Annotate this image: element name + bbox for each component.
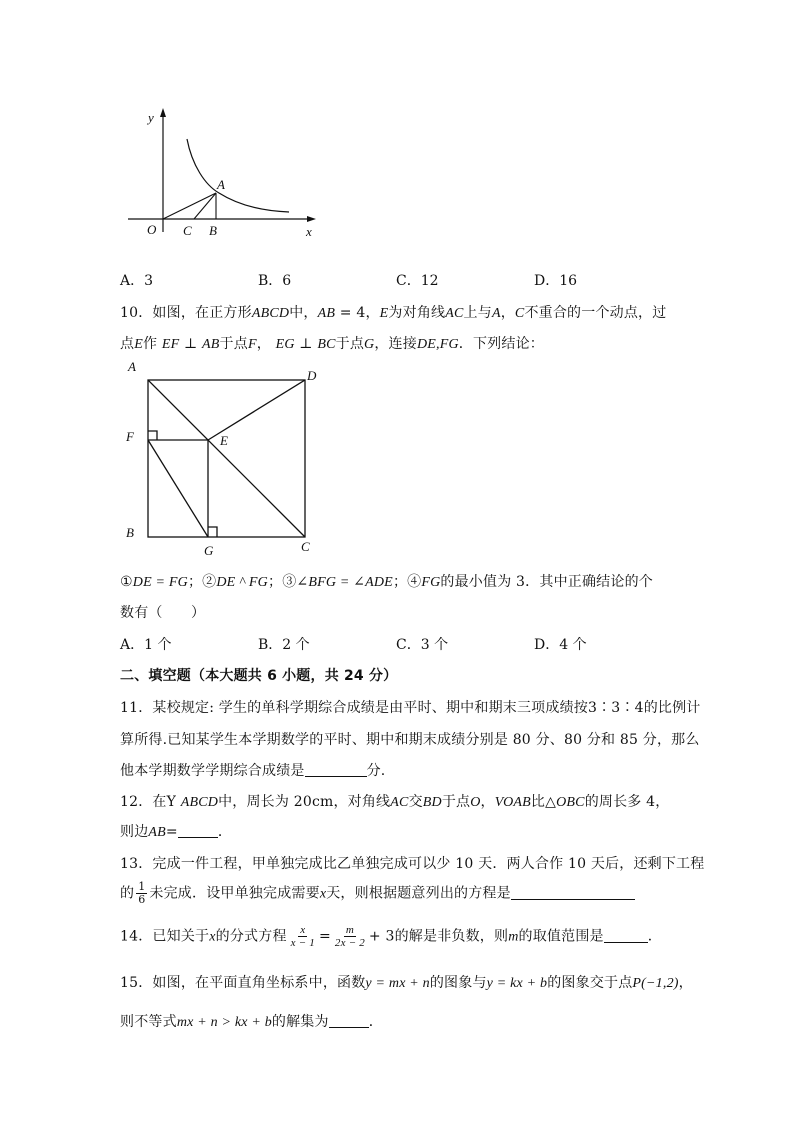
point-g-label: G <box>204 543 214 558</box>
q11-line2: 算所得.已知某学生本学期数学的平时、期中和期末成绩分别是 80 分、80 分和 85 分，那么 <box>120 732 700 748</box>
q14-line: 14．已知关于x的分式方程 $\frac{x}{x - 1}$ = $\frac{m}{2x - 2}$ + 3的解是非负数，则m的取值范围是 ． <box>120 924 662 949</box>
q13-fraction: $\frac{1}{6}$ <box>138 880 146 906</box>
q10-option-c[interactable]: C．3 个 <box>396 637 449 653</box>
q15-line1: 15．如图，在平面直角坐标系中，函数y = mx + n的图象与y = kx + b的图象交于点P(−1,2)， <box>120 975 693 991</box>
origin-label: O <box>147 222 157 237</box>
vertex-c-label: C <box>301 539 310 554</box>
q15-line2: 则不等式mx + n > kx + b的解集为 ． <box>120 1014 383 1030</box>
q11-answer-blank[interactable] <box>305 762 367 777</box>
point-c-label: C <box>183 223 192 238</box>
section-heading: 二、填空题（本大题共 6 小题，共 24 分） <box>120 668 398 684</box>
q15-answer-blank[interactable] <box>329 1013 369 1028</box>
q9-option-d[interactable]: D．16 <box>534 273 578 289</box>
q10-stem-line2: 点E作 EF ⊥ AB于点F， EG ⊥ BC于点G，连接DE,FG．下列结论： <box>120 336 544 352</box>
point-e-label: E <box>220 433 228 448</box>
q13-line1: 13．完成一件工程，甲单独完成比乙单独完成可以少 10 天．两人合作 10 天后，还剩下工程 <box>120 856 705 872</box>
point-f-label: F <box>126 429 134 444</box>
q14-fraction-1: $\frac{x}{x - 1}$ <box>290 924 315 949</box>
q12-line1: 12．在Y ABCD中，周长为 20cm，对角线AC交BD于点O，VOAB比△OBC的周长多 4， <box>120 794 670 810</box>
q9-option-b[interactable]: B．6 <box>258 273 292 289</box>
q9-option-a[interactable]: A．3 <box>120 273 154 289</box>
q10-option-d[interactable]: D．4 个 <box>534 637 587 653</box>
q10-conclusions-line1: ①DE = FG；②DE ^ FG；③∠BFG = ∠ADE；④FG的最小值为 3．其中正确结论的个 <box>120 574 653 590</box>
q10-stem-line1: 10．如图，在正方形ABCD中，AB = 4，E为对角线AC上与A，C不重合的一个动点，过 <box>120 305 667 321</box>
q13-answer-blank[interactable] <box>511 885 635 900</box>
q14-fraction-2: $\frac{m}{2x - 2}$ <box>334 924 365 949</box>
q12-answer-blank[interactable] <box>178 823 218 838</box>
point-a-label: A <box>217 177 225 192</box>
vertex-a-label: A <box>128 359 136 374</box>
vertex-b-label: B <box>126 525 134 540</box>
y-axis-label: y <box>148 110 154 125</box>
q12-line2: 则边AB= ． <box>120 824 233 840</box>
q11-line1: 11．某校规定: 学生的单科学期综合成绩是由平时、期中和期末三项成绩按3∶3∶4的比例计 <box>120 700 701 716</box>
q10-option-a[interactable]: A．1 个 <box>120 637 172 653</box>
q9-option-c[interactable]: C．12 <box>396 273 439 289</box>
q10-conclusions-line2: 数有（ ） <box>120 605 206 621</box>
x-axis-label: x <box>306 224 312 239</box>
point-b-label: B <box>209 223 217 238</box>
q11-line3: 他本学期数学学期综合成绩是 分. <box>120 763 386 779</box>
q14-answer-blank[interactable] <box>604 928 648 943</box>
q10-option-b[interactable]: B．2 个 <box>258 637 310 653</box>
q13-line2: 的 $\frac{1}{6}$ 未完成．设甲单独完成需要x天，则根据题意列出的方程是 <box>120 881 635 906</box>
vertex-d-label: D <box>307 368 317 383</box>
